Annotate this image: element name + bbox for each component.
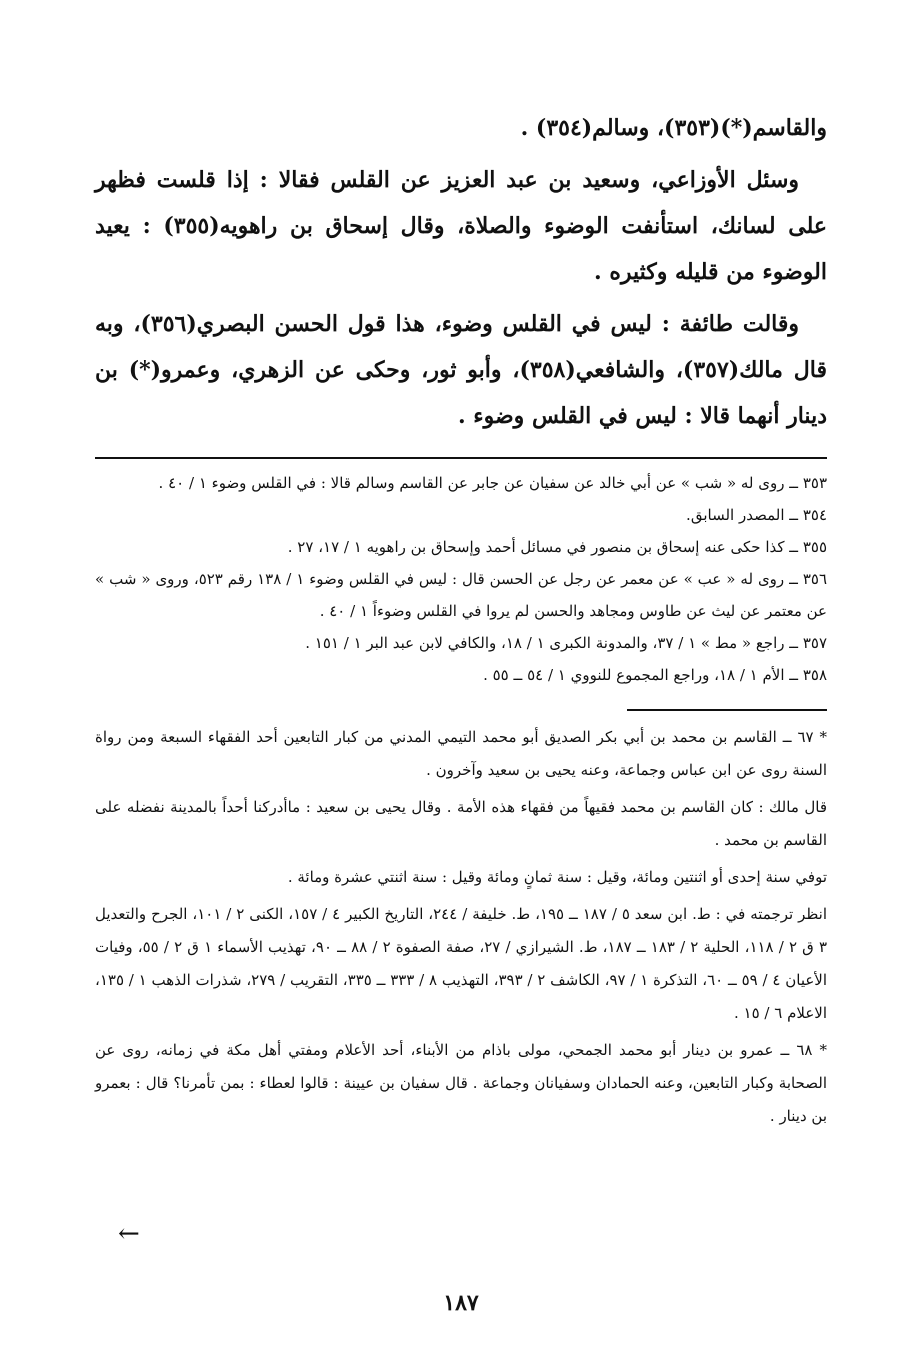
footnote: ٣٥٦ ــ روى له « عب » عن معمر عن رجل عن الحسن قال : ليس في القلس وضوء ١ / ١٣٨ رقم ٥٢٣، وروى « شب » عن معتمر عن ليث عن طاوس ومجاهد والحسن لم يروا في القلس وضوءاً ١ / ٤٠ . <box>95 570 827 620</box>
footnote: ٣٥٥ ــ كذا حكى عنه إسحاق بن منصور في مسائل أحمد وإسحاق بن راهويه ١ / ١٧، ٢٧ . <box>287 538 827 556</box>
main-paragraph: والقاسم(*)(٣٥٣)، وسالم(٣٥٤) . <box>520 115 827 141</box>
footnote-divider <box>95 457 827 459</box>
biography-divider <box>627 709 827 711</box>
footnote: ٣٥٧ ــ راجع « مط » ١ / ٣٧، والمدونة الكبرى ١ / ١٨، والكافي لابن عبد البر ١ / ١٥١ . <box>305 634 827 652</box>
main-paragraph: وقالت طائفة : ليس في القلس وضوء، هذا قول الحسن البصري(٣٥٦)، وبه قال مالك(٣٥٧)، والشافعي(٣٥٨)، وأبو ثور، وحكى عن الزهري، وعمرو(*) بن دينار أنهما قالا : ليس في القلس وضوء . <box>95 311 827 429</box>
biography-note: قال مالك : كان القاسم بن محمد فقيهاً من فقهاء هذه الأمة . وقال يحيى بن سعيد : ماأدركنا أحداً بالمدينة نفضله على القاسم بن محمد . <box>95 798 827 849</box>
footnote: ٣٥٣ ــ روى له « شب » عن أبي خالد عن سفيان عن جابر عن القاسم وسالم قالا : في القلس وضوء ١ / ٤٠ . <box>158 474 827 492</box>
biography-note: انظر ترجمته في : ط. ابن سعد ٥ / ١٨٧ ــ ١٩٥، ط. خليفة / ٢٤٤، التاريخ الكبير ٤ / ١٥٧، الكنى ٢ / ١٠١، الجرح والتعديل ٣ ق ٢ / ١١٨، الحلية ٢ / ١٨٣ ــ ١٨٧، ط. الشيرازي / ٢٧، صفة الصفوة ٢ / ٨٨ ــ ٩٠، تهذيب الأسماء ١ ق ٢ / ٥٥، وفيات الأعيان ٤ / ٥٩ ــ ٦٠، التذكرة ١ / ٩٧، الكاشف ٢ / ٣٩٣، التهذيب ٨ / ٣٣٣ ــ ٣٣٥، التقريب / ٢٧٩، شذرات الذهب ١ / ١٣٥، الاعلام ٦ / ١٥ . <box>95 905 828 1022</box>
footnote: ٣٥٨ ــ الأم ١ / ١٨، وراجع المجموع للنووي ١ / ٥٤ ــ ٥٥ . <box>483 666 827 684</box>
biography-notes <box>95 721 827 1133</box>
page-body <box>95 105 827 1133</box>
biography-note: * ٦٨ ــ عمرو بن دينار أبو محمد الجمحي، مولى باذام من الأبناء، أحد الأعلام ومفتي أهل مكة في زمانه، روى عن الصحابة وكبار التابعين، وعنه الحمادان وسفيانان وجماعة . قال سفيان بن عيينة : قالوا لعطاء : بمن تأمرنا؟ قال : بعمرو بن دينار . <box>95 1041 827 1125</box>
biography-note: توفي سنة إحدى أو اثنتين ومائة، وقيل : سنة ثمانٍ ومائة وقيل : سنة اثنتي عشرة ومائة . <box>287 868 827 886</box>
biography-note: * ٦٧ ــ القاسم بن محمد بن أبي بكر الصديق أبو محمد التيمي المدني من كبار التابعين أحد الفقهاء السبعة ومن رواة السنة روى عن ابن عباس وجماعة، وعنه يحيى بن سعيد وآخرون . <box>95 728 827 779</box>
footnote: ٣٥٤ ــ المصدر السابق. <box>686 506 827 524</box>
continue-arrow-icon: ← <box>118 1219 140 1249</box>
main-paragraph: وسئل الأوزاعي، وسعيد بن عبد العزيز عن القلس فقالا : إذا قلست فظهر على لسانك، استأنفت الوضوء والصلاة، وقال إسحاق بن راهويه(٣٥٥) : يعيد الوضوء من قليله وكثيره . <box>95 167 827 285</box>
page-number: ١٨٧ <box>443 1290 479 1316</box>
footnotes <box>95 467 827 691</box>
main-text <box>95 105 827 439</box>
